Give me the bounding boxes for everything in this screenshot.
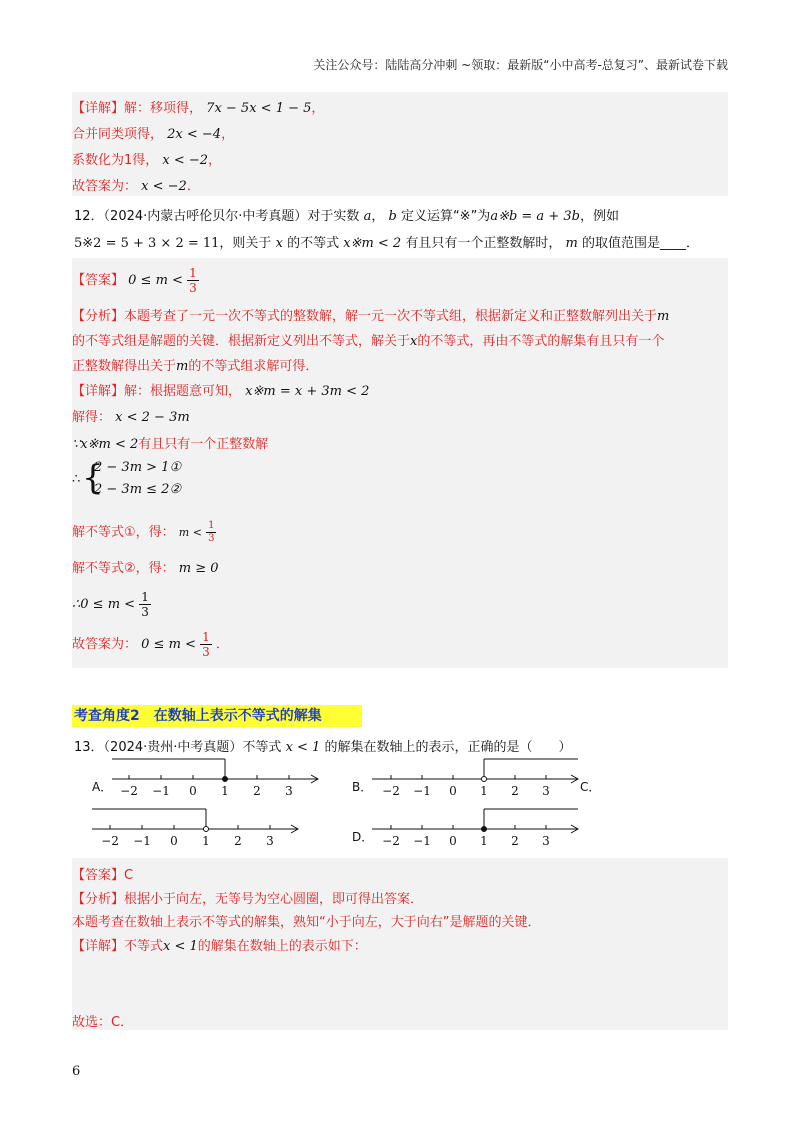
q11-answer-math: x < −2 [141, 179, 187, 194]
q12-answer-math: 0 ≤ m < [128, 273, 183, 288]
q13-final-line [72, 1011, 133, 1030]
q13-analysis-line2 [72, 911, 540, 930]
option-a-tick-label: 1 [221, 784, 229, 798]
option-d-tick-label: −1 [413, 834, 431, 848]
var-m: m [565, 236, 578, 251]
option-c-endpoint [204, 827, 209, 832]
q13-inequality: x < 1 [285, 740, 321, 755]
q12-inequality: x※m < 2 [343, 236, 402, 251]
q13-detail-text: 的解集在数轴上的表示如下： [197, 939, 367, 954]
q13-stem-text: 不等式 [242, 740, 282, 755]
q12-final-line: 故答案为： 0 ≤ m < $\frac{1}{3}$ ． [72, 630, 229, 659]
q13-source: （2024·贵州·中考真题） [103, 740, 243, 755]
q12-analysis-line1: 【分析】本题考查了一元一次不等式的整数解，解一元一次不等式组，根据新定义和正整数解列出关于m [72, 309, 670, 324]
fraction-one-third: $\frac{1}{3}$ [208, 520, 215, 544]
q12-detail-math: x < 2 − 3m [115, 410, 190, 425]
option-b-tick-label: 3 [542, 784, 550, 798]
option-d-tick-label: 0 [449, 834, 457, 848]
q12-detail-line2 [72, 406, 190, 425]
q11-coef-math: x < −2 [162, 153, 209, 168]
q13-detail-math: x < 1 [163, 939, 198, 954]
q13-stem [74, 736, 571, 755]
option-a-arrow [311, 775, 318, 783]
option-c-tick-label: −1 [133, 834, 151, 848]
q13-solution-block [72, 858, 728, 1030]
q13-answer-line [72, 864, 133, 883]
q12-stem-text: 的取值范围是____． [581, 236, 699, 251]
q13-detail-text: 不等式 [124, 939, 164, 954]
var-x: x [275, 236, 283, 251]
option-a-tick-label: −2 [120, 784, 138, 798]
q11-coef-line: 系数化为1得， x < −2， [72, 153, 222, 168]
option-d-tick-label: 3 [542, 834, 550, 848]
q12-stem-line2 [74, 232, 699, 251]
option-d-endpoint [482, 827, 487, 832]
answer-tag: 【答案】 [72, 868, 125, 883]
page-header: 关注公众号：陆陆高分冲刺 ~领取：最新版“小中高考-总复习”、最新试卷下载 [313, 58, 728, 72]
q12-solve-math: m < [178, 526, 202, 539]
option-c-tick-label: 3 [266, 834, 274, 848]
q12-stem-text: ，则关于 [219, 236, 272, 251]
var-b: b [388, 209, 397, 224]
option-c-tick-label: 0 [170, 834, 178, 848]
detail-tag: 【详解】 [72, 101, 125, 116]
q12-example: 5※2 = 5 + 3 × 2 = 11 [74, 236, 220, 251]
option-b-arrow [571, 775, 578, 783]
therefore-symbol: ∴ [72, 472, 81, 487]
option-a-tick-label: 0 [189, 784, 197, 798]
option-b-tick-label: −2 [382, 784, 400, 798]
q11-step-text: 解：移项得， [124, 101, 203, 116]
q12-stem-text: ，例如 [579, 209, 619, 224]
option-b-tick-label: −1 [413, 784, 431, 798]
q12-detail-text: 解：根据题意可知， [124, 384, 242, 399]
q12-solve2-line [72, 557, 219, 576]
option-a-tick-label: 3 [285, 784, 293, 798]
q11-answer-text: 故答案为： [72, 179, 138, 194]
q13-analysis-text: 本题考查在数轴上表示不等式的解集，熟知“小于向左，大于向右”是解题的关键． [72, 915, 541, 930]
option-b-tick-label: 0 [449, 784, 457, 798]
q12-analysis-text: 本题考查了一元一次不等式的整数解，解一元一次不等式组，根据新定义和正整数解列出关于 [124, 309, 658, 324]
q12-detail-math: x※m = x + 3m < 2 [245, 384, 370, 399]
option-a-tick-label: −1 [152, 784, 170, 798]
q12-solve-text: 解不等式①，得： [72, 525, 175, 540]
option-a-tick-label: 2 [253, 784, 261, 798]
fraction-one-third: $\frac{1}{3}$ [141, 590, 149, 619]
answer-tag: 【答案】 [72, 273, 125, 288]
q13-final: 故选：C． [72, 1015, 134, 1030]
q11-coef-text: 系数化为1得， [72, 153, 159, 168]
option-b-tick-label: 2 [511, 784, 519, 798]
q12-solve1-line [72, 520, 216, 545]
detail-tag: 【详解】 [72, 384, 125, 399]
q12-result-line [72, 590, 151, 619]
q13-analysis-line1 [72, 888, 423, 907]
q12-stem-text: 对于实数 [307, 209, 360, 224]
page-number: 6 [72, 1064, 81, 1079]
left-brace: { [82, 458, 104, 498]
analysis-tag: 【分析】 [72, 309, 125, 324]
q13-number: 13． [74, 740, 104, 755]
q12-solve-text: 解不等式②，得： [72, 561, 175, 576]
option-c-arrow [291, 825, 298, 833]
option-a-label[interactable]: A． [92, 780, 113, 794]
q13-detail-line [72, 935, 367, 954]
q12-answer-line [72, 266, 199, 295]
q11-combine-line: 合并同类项得， 2x < −4， [72, 127, 235, 142]
var-a: a [363, 209, 372, 224]
option-c-tick-label: −2 [101, 834, 119, 848]
detail-tag: 【详解】 [72, 939, 125, 954]
fraction-one-third: $\frac{1}{3}$ [189, 266, 197, 295]
option-b-label[interactable]: B． [352, 780, 373, 794]
q12-detail-text: 有且只有一个正整数解 [138, 437, 269, 452]
q12-stem-text: 的不等式 [287, 236, 340, 251]
q12-number: 12． [74, 209, 104, 224]
system-inequality-1: 2 − 3m > 1① [94, 460, 182, 475]
q12-detail-line3 [72, 433, 268, 452]
option-d-tick-label: 2 [511, 834, 519, 848]
q12-solve-math: m ≥ 0 [178, 561, 219, 576]
q12-analysis-line3: 正整数解得出关于m的不等式组求解可得． [72, 359, 319, 374]
section-heading: 考查角度2 在数轴上表示不等式的解集 [72, 705, 362, 727]
fraction-one-third: $\frac{1}{3}$ [202, 630, 210, 659]
q12-detail-math: ∵x※m < 2 [72, 437, 139, 452]
q12-stem-text: 有且只有一个正整数解时， [405, 236, 562, 251]
option-d-tick-label: −2 [382, 834, 400, 848]
option-b-endpoint [482, 777, 487, 782]
q12-analysis-text: 的不等式，再由不等式的解集有且只有一个 [417, 334, 665, 349]
system-inequality-2: 2 − 3m ≤ 2② [94, 482, 182, 497]
q12-source: （2024·内蒙古呼伦贝尔·中考真题） [103, 209, 308, 224]
q13-analysis-text: 根据小于向左，无等号为空心圆圈，即可得出答案． [124, 892, 424, 907]
q11-detail-line: 【详解】解：移项得， 7x − 5x < 1 − 5， [72, 101, 325, 116]
option-c-tick-label: 1 [202, 834, 210, 848]
q12-stem-text: 定义运算“※”为 [400, 209, 491, 224]
q12-definition: a※b = a + 3b [490, 209, 580, 224]
q11-answer-line: 故答案为： x < −2． [72, 179, 200, 194]
q12-detail-line1 [72, 380, 369, 399]
q11-combine-text: 合并同类项得， [72, 127, 164, 142]
q12-analysis-text: 的不等式组求解可得． [188, 359, 319, 374]
option-d-tick-label: 1 [480, 834, 488, 848]
option-d-arrow [571, 825, 578, 833]
analysis-tag: 【分析】 [72, 892, 125, 907]
q12-detail-text: 解得： [72, 410, 112, 425]
q12-analysis-text: 正整数解得出关于 [72, 359, 177, 374]
q11-solution-block [72, 92, 728, 196]
q11-step-math: 7x − 5x < 1 − 5 [206, 101, 312, 116]
option-c-label[interactable]: C． [580, 780, 601, 794]
q12-analysis-text: 的不等式组是解题的关键．根据新定义列出不等式，解关于 [72, 334, 411, 349]
option-a-endpoint [223, 777, 228, 782]
option-d-label[interactable]: D． [352, 830, 374, 844]
q12-final-text: 故答案为： [72, 637, 138, 652]
q12-result-math: ∴0 ≤ m < [72, 597, 136, 612]
q12-solution-block [72, 258, 728, 668]
q13-answer: C [124, 868, 134, 883]
option-c-tick-label: 2 [234, 834, 242, 848]
q12-analysis-line2: 的不等式组是解题的关键．根据新定义列出不等式，解关于x的不等式，再由不等式的解集有且只有一个 [72, 334, 665, 349]
q12-final-math: 0 ≤ m < [141, 637, 196, 652]
q12-stem-line1: 12．（2024·内蒙古呼伦贝尔·中考真题）对于实数 a， b 定义运算“※”为a※b = a + 3b，例如 [74, 209, 619, 224]
q11-combine-math: 2x < −4 [167, 127, 222, 142]
option-b-tick-label: 1 [480, 784, 488, 798]
q13-stem-text: 的解集在数轴上的表示，正确的是（ ） [324, 740, 572, 755]
